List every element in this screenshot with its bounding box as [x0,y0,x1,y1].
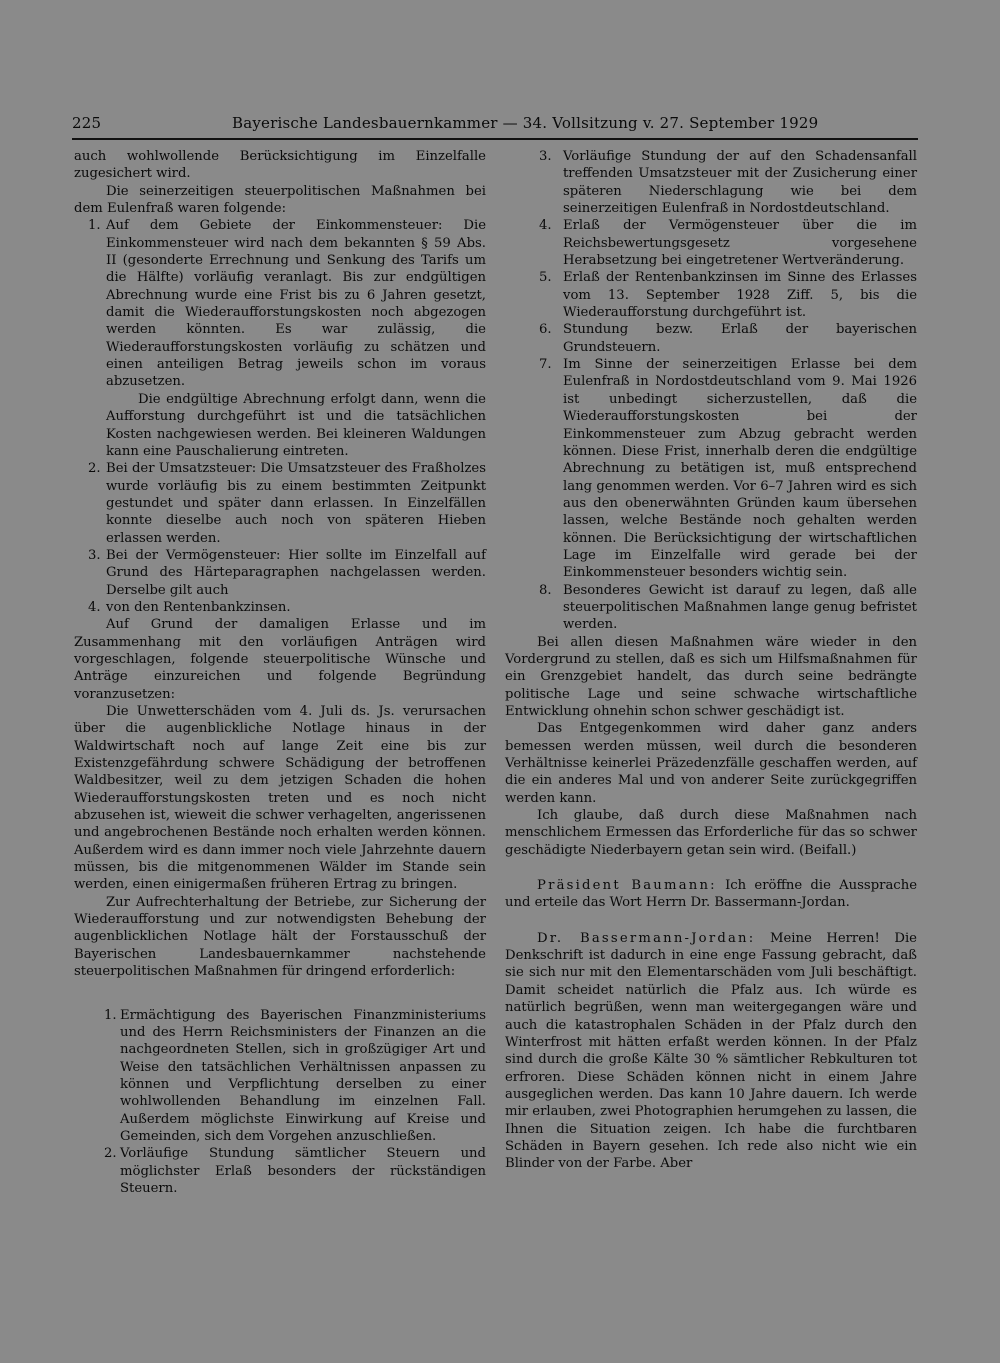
list-text-continued: Die endgültige Abrechnung erfolgt dann, wenn die Aufforstung durchgeführt ist und die tatsächlichen Kosten nachgewiesen werden. Bei kleineren Waldungen kann eine Pauschalierung eintreten. [106,391,486,459]
paragraph: Das Entgegenkommen wird daher ganz anders bemessen werden müssen, weil durch die besonderen Verhältnisse keinerlei Präzedenzfälle geschaffen werden, auf die ein anderes Mal und von anderer Seite zurückgegriffen werden kann. [505,721,917,806]
list-number: 2. [88,461,101,477]
list-text: Vorläufige Stundung der auf den Schadensanfall treffenden Umsatzsteuer mit der Zusicherung einer späteren Niederschlagung wie bei dem seinerzeitigen Eulenfraß in Nordostdeutschland. [563,149,917,217]
speech-paragraph [505,930,917,1173]
list-number: 4. [539,218,552,234]
list-item [74,547,486,599]
spacer [505,912,917,930]
list-number: 3. [88,547,101,563]
paragraph: Bei allen diesen Maßnahmen wäre wieder in den Vordergrund zu stellen, daß es sich um Hilfsmaßnahmen für ein Grenzgebiet handelt, das durch seine bedrängte politische Lage und seine schwache wirtschaftliche Entwicklung ohnehin schon schwer geschädigt ist. [505,634,917,719]
speaker-name: Präsident Baumann: [537,878,717,894]
list-item [505,148,917,217]
list-item [505,582,917,634]
list-item [505,217,917,269]
list-number: 1. [88,218,101,234]
list-text: Ermächtigung des Bayerischen Finanzministeriums und des Herrn Reichsministers der Finanzen an die nachgeordneten Stellen, sich in großzügiger Art und Weise den tatsächlichen Verhältnissen anpassen zu können und Verpflichtung derselben zu einer wohlwollenden Behandlung im einzelnen Fall. Außerdem möglichste Einwirkung auf Kreise und Gemeinden, sich dem Vorgehen anzuschließen. [120,1007,486,1144]
right-column [505,148,917,1173]
running-title: Bayerische Landesbauernkammer — 34. Vollsitzung v. 27. September 1929 [232,114,819,132]
left-column [74,148,486,1197]
spacer [505,859,917,877]
list-text: Bei der Umsatzsteuer: Die Umsatzsteuer des Fraßholzes wurde vorläufig bis zu einem bestimmten Zeitpunkt gestundet und später dann erlassen. In Einzelfällen konnte dieselbe auch noch von späteren Hieben erlassen werden. [106,461,486,546]
list-text: Erlaß der Rentenbankzinsen im Sinne des Erlasses vom 13. September 1928 Ziff. 5, bis die Wiederaufforstung durchgeführt ist. [563,270,917,321]
speech-text: Ich eröffne die Aussprache und erteile das Wort Herrn Dr. Bassermann-Jordan. [505,878,917,911]
list-item [505,321,917,356]
list-text: Stundung bezw. Erlaß der bayerischen Grundsteuern. [563,322,917,355]
speaker-name: Dr. Bassermann-Jordan: [537,930,756,946]
list-item [505,269,917,321]
page-header [72,112,918,140]
list-item [74,1145,486,1197]
spacer [74,981,486,1007]
paragraph: Die seinerzeitigen steuerpolitischen Maßnahmen bei dem Eulenfraß waren folgende: [74,183,486,217]
list-item [74,217,486,460]
list-number: 8. [539,582,552,598]
speech-paragraph [505,877,917,912]
list-item [74,460,486,547]
list-text: Besonderes Gewicht ist darauf zu legen, daß alle steuerpolitischen Maßnahmen lange genug befristet werden. [563,582,917,633]
paragraph: Auf Grund der damaligen Erlasse und im Zusammenhang mit den vorläufigen Anträgen wird vorgeschlagen, folgende steuerpolitische Wünsche und Anträge einzureichen und folgende Begründung voranzusetzen: [74,617,486,702]
list-text: Bei der Vermögensteuer: Hier sollte im Einzelfall auf Grund des Härteparagraphen nachgelassen werden. Derselbe gilt auch [106,547,486,598]
list-number: 2. [104,1146,117,1162]
list-number: 6. [539,322,552,338]
list-text: Erlaß der Vermögensteuer über die im Reichsbewertungsgesetz vorgesehene Herabsetzung bei eingetretener Wertveränderung. [563,218,917,269]
list-number: 7. [539,357,552,373]
list-text: von den Rentenbankzinsen. [106,599,291,615]
page-number: 225 [72,114,102,132]
list-number: 5. [539,270,552,286]
paragraph: auch wohlwollende Berücksichtigung im Einzelfalle zugesichert wird. [74,149,486,182]
list-item [74,599,486,616]
speech-text: Meine Herren! Die Denkschrift ist dadurch in eine enge Fassung gebracht, daß sie sich nur mit den Elementarschäden vom Juli beschäftigt. Damit scheidet natürlich die Pfalz aus. Ich würde es natürlich begrüßen, wenn man weitergegangen wäre und auch die katastrophalen Schäden in der Pfalz durch den Winterfrost mit hätten erfaßt werden können. In der Pfalz sind durch die große Kälte 30 % sämtlicher Rebkulturen tot erfroren. Diese Schäden können nicht in einem Jahre ausgeglichen werden. Das kann 10 Jahre dauern. Ich werde mir erlauben, zwei Photographien herumgehen zu lassen, die Ihnen die Situation zeigen. Ich habe die furchtbaren Schäden in Bayern gesehen. Ich rede also nicht wie ein Blinder von der Farbe. Aber [505,930,917,1172]
list-number: 1. [104,1007,117,1023]
list-text: Vorläufige Stundung sämtlicher Steuern und möglichster Erlaß besonders der rückständigen Steuern. [120,1146,486,1196]
list-number: 4. [88,599,101,615]
paragraph: Die Unwetterschäden vom 4. Juli ds. Js. verursachen über die augenblickliche Notlage hinaus in der Waldwirtschaft noch auf lange Zeit eine bis zur Existenzgefährdung schwere Schädigung der betroffenen Waldbesitzer, weil zu dem jetzigen Schaden die hohen Wiederaufforstungskosten treten und es noch nicht abzusehen ist, wieweit die schwer verhagelten, angerissenen und angebrochenen Bestände noch erhalten werden können. Außerdem wird es dann immer noch viele Jahrzehnte dauern müssen, bis die mitgenommenen Wälder im Stande sein werden, einen einigermaßen früheren Ertrag zu bringen. [74,704,486,893]
list-item [505,356,917,581]
list-number: 3. [539,149,552,164]
list-text: Auf dem Gebiete der Einkommensteuer: Die Einkommensteuer wird nach dem bekannten § 59 Abs. II (gesonderte Errechnung und Senkung des Tarifs um die Hälfte) vorläufig veranlagt. Bis zur endgültigen Abrechnung wurde eine Frist bis zu 6 Jahren gesetzt, damit die Wiederaufforstungskosten noch abgezogen werden könnten. Es war zulässig, die Wiederaufforstungskosten vorläufig zu schätzen und einen anteiligen Betrag jeweils schon im voraus abzusetzen. [106,218,486,390]
list-text: Im Sinne der seinerzeitigen Erlasse bei dem Eulenfraß in Nordostdeutschland vom 9. Mai 1926 ist unbedingt sicherzustellen, daß die Wiederaufforstungskosten bei der Einkommensteuer zum Abzug gebracht werden können. Diese Frist, innerhalb deren die endgültige Abrechnung zu betätigen ist, muß entsprechend lang genommen werden. Vor 6–7 Jahren wird es sich aus den obenerwähnten Gründen kaum übersehen lassen, welche Bestände noch gehalten werden können. Die Berücksichtigung der wirtschaftlichen Lage im Einzelfalle wird gerade bei der Einkommensteuer besonders wichtig sein. [563,357,917,581]
paragraph: Zur Aufrechterhaltung der Betriebe, zur Sicherung der Wiederaufforstung und zur notwendigsten Behebung der augenblicklichen Notlage hält der Forstausschuß der Bayerischen Landesbauernkammer nachstehende steuerpolitischen Maßnahmen für dringend erforderlich: [74,894,486,980]
list-item [74,1007,486,1146]
paragraph: Ich glaube, daß durch diese Maßnahmen nach menschlichem Ermessen das Erforderliche für das so schwer geschädigte Niederbayern getan sein wird. (Beifall.) [505,808,917,858]
